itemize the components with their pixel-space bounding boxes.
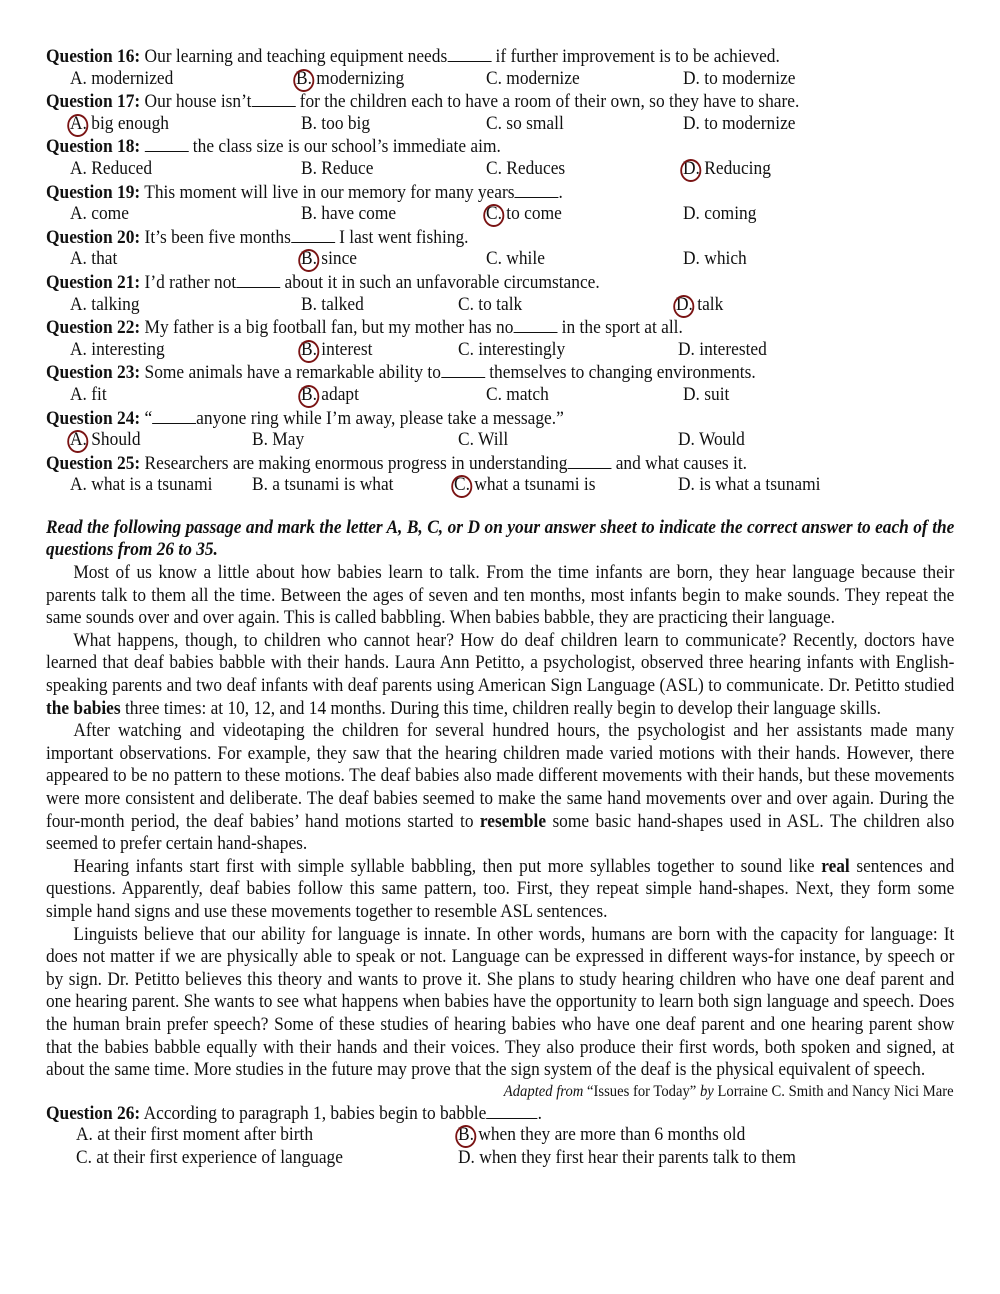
- option-a[interactable]: [70, 158, 152, 181]
- options-row: [46, 203, 954, 226]
- option-a[interactable]: [70, 384, 107, 407]
- stem-after-blank: .: [558, 181, 563, 203]
- answer-blank: [291, 226, 335, 243]
- option-text: have come: [316, 203, 397, 225]
- answer-blank: [515, 181, 559, 198]
- option-text: at their first moment after birth: [92, 1124, 314, 1146]
- options-row: [46, 384, 954, 407]
- option-c[interactable]: [458, 429, 508, 452]
- option-a[interactable]: [70, 113, 169, 136]
- option-letter: A.: [70, 157, 87, 179]
- option-letter: C.: [458, 293, 474, 315]
- option-d[interactable]: [683, 158, 771, 181]
- question-20: [46, 226, 954, 271]
- option-letter: A.: [70, 248, 87, 270]
- passage-paragraph-1: [46, 562, 954, 630]
- question-stem-text: [46, 452, 747, 476]
- paragraph-text: Linguists believe that our ability for language is innate. In other words, humans are born with the capacity for language: It does not matter if we are physically able to speak or not. Language can be expressed in different ways-for instance, by speech or by sign. Dr. Petitto believes this theory and wants to prove it. She plans to study hearing children who have one deaf parent and one hearing parent. She wants to see what happens when babies have the opportunity to learn both sign language and speech. Does the human brain prefer speech? Some of these studies of hearing babies who have one deaf parent and one hearing parent show that the babies babble equally with their hands and their voices. They also produce their first words, both spoken and signed, at about the same time. More studies in the future may prove that the sign system of the deaf is the physical equivalent of speech.: [46, 923, 955, 1081]
- option-b[interactable]: [301, 113, 370, 136]
- stem-before-blank: It’s been five months: [140, 226, 291, 248]
- option-text: so small: [501, 112, 564, 134]
- question-22: [46, 316, 954, 361]
- options-row: [46, 1124, 954, 1147]
- question-stem: [46, 361, 954, 384]
- option-c[interactable]: [458, 339, 565, 362]
- option-b[interactable]: [301, 384, 359, 407]
- stem-after-blank: themselves to changing environments.: [484, 362, 756, 384]
- credit-adapted: Adapted from: [504, 1082, 584, 1100]
- option-letter: B.: [301, 157, 317, 179]
- option-letter: D.: [683, 112, 700, 134]
- option-text: modernized: [86, 67, 174, 89]
- options-row: [46, 474, 954, 497]
- option-a[interactable]: [70, 339, 165, 362]
- option-b[interactable]: [301, 203, 396, 226]
- option-text: May: [267, 429, 305, 451]
- paragraph-text: Hearing infants start first with simple syllable babbling, then put more syllables together to sound like: [73, 855, 822, 877]
- reading-question-26: [46, 1102, 954, 1170]
- option-b[interactable]: [301, 339, 372, 362]
- stem-before-blank: According to paragraph 1, babies begin to babble: [140, 1102, 487, 1124]
- option-letter: A.: [70, 203, 87, 225]
- option-text: which: [699, 248, 747, 270]
- option-text: fit: [86, 383, 107, 405]
- highlighted-term: real: [821, 855, 850, 877]
- option-d[interactable]: [683, 203, 756, 226]
- option-text: come: [86, 203, 129, 225]
- option-text: Reducing: [699, 157, 771, 179]
- question-stem-text: [46, 45, 780, 69]
- option-d[interactable]: [683, 248, 747, 271]
- selected-answer-circle: D.: [683, 157, 700, 179]
- option-b[interactable]: [252, 474, 393, 497]
- option-a[interactable]: [70, 248, 117, 271]
- option-letter: C.: [458, 429, 474, 451]
- options-row: [46, 294, 954, 317]
- paragraph-text: After watching and videotaping the children for several hundred hours, the psychologist and her assistants made many important observations. For example, they saw that the hearing children made varied motions with their hands. However, there appeared to be no pattern to these motions. The deaf babies also made different movements with their hands, but these movements were more consistent and deliberate. The deaf babies seemed to make the same hand movements over and over again. During the four-month period, the deaf babies’ hand motions started to: [46, 720, 955, 832]
- question-stem-text: [46, 361, 756, 385]
- options-row: [46, 429, 954, 452]
- option-c[interactable]: [76, 1147, 343, 1170]
- reading-instruction: Read the following passage and mark the letter A, B, C, or D on your answer sheet to indicate the correct answer to each of the questions from 26 to 35.: [46, 516, 955, 561]
- option-letter: A.: [70, 67, 87, 89]
- question-number: Question 21:: [46, 271, 141, 293]
- option-d[interactable]: [458, 1147, 796, 1170]
- passage-paragraph-5: [46, 924, 954, 1082]
- exam-page: [46, 45, 954, 1170]
- option-d[interactable]: [683, 113, 796, 136]
- option-letter: D.: [683, 67, 700, 89]
- selected-answer-circle: A.: [70, 112, 87, 134]
- option-b[interactable]: [301, 248, 357, 271]
- paragraph-text: Most of us know a little about how babies learn to talk. From the time infants are born, they hear language because their parents talk to them all the time. Between the ages of seven and ten months, most infants begin to make sounds. They repeat the same sounds over and over again. This is called babbling. When babies babble, they are practicing their language.: [46, 562, 955, 629]
- selected-answer-circle: C.: [454, 474, 470, 496]
- question-stem: [46, 135, 954, 158]
- option-text: Reduces: [501, 157, 566, 179]
- option-text: to talk: [473, 293, 523, 315]
- option-a[interactable]: [70, 68, 173, 91]
- question-stem: [46, 316, 954, 339]
- option-b[interactable]: [296, 68, 404, 91]
- stem-before-blank: My father is a big football fan, but my mother has no: [140, 317, 514, 339]
- option-text: talk: [692, 293, 724, 315]
- option-a[interactable]: [70, 474, 212, 497]
- stem-before-blank: I’d rather not: [140, 271, 237, 293]
- option-c[interactable]: [486, 68, 580, 91]
- option-c[interactable]: [486, 203, 562, 226]
- credit-authors: Lorraine C. Smith and Nancy Nici Mare: [714, 1082, 954, 1100]
- option-b[interactable]: [458, 1124, 745, 1147]
- answer-blank: [486, 1102, 537, 1119]
- option-letter: C.: [486, 248, 502, 270]
- paragraph-text: sentences and questions. Apparently, deaf babies follow this same pattern, too. First, they repeat simple hand-shapes. Next, they form some simple hand signs and use these movements together to resemble ASL sentences.: [46, 855, 955, 922]
- option-letter: A.: [70, 338, 87, 360]
- option-text: what a tsunami is: [469, 474, 596, 496]
- option-text: talked: [316, 293, 364, 315]
- stem-before-blank: Some animals have a remarkable ability to: [140, 362, 441, 384]
- question-number: Question 22:: [46, 317, 141, 339]
- option-letter: C.: [76, 1146, 92, 1168]
- option-letter: D.: [458, 1146, 475, 1168]
- stem-after-blank: for the children each to have a room of their own, so they have to share.: [295, 91, 800, 113]
- option-a[interactable]: [76, 1124, 313, 1147]
- highlighted-term: resemble: [479, 810, 547, 832]
- option-letter: C.: [486, 67, 502, 89]
- stem-before-blank: Researchers are making enormous progress in understanding: [140, 452, 568, 474]
- option-letter: D.: [678, 474, 695, 496]
- option-c[interactable]: [486, 113, 564, 136]
- options-row: [46, 339, 954, 362]
- question-16: [46, 45, 954, 90]
- question-23: [46, 361, 954, 406]
- option-text: talking: [86, 293, 140, 315]
- option-b[interactable]: [301, 294, 364, 317]
- credit-by: by: [700, 1082, 715, 1100]
- question-number: Question 25:: [46, 452, 141, 474]
- option-d[interactable]: [678, 429, 745, 452]
- option-text: modernizing: [311, 67, 405, 89]
- question-19: [46, 181, 954, 226]
- option-a[interactable]: [70, 294, 140, 317]
- option-letter: C.: [486, 112, 502, 134]
- option-letter: D.: [678, 429, 695, 451]
- option-letter: C.: [486, 157, 502, 179]
- question-stem-text: [46, 181, 563, 205]
- option-c[interactable]: [486, 248, 545, 271]
- question-stem: [46, 1102, 954, 1125]
- question-stem-text: [46, 135, 501, 159]
- option-text: when they first hear their parents talk to them: [474, 1146, 796, 1168]
- question-stem: [46, 452, 954, 475]
- option-text: match: [501, 383, 549, 405]
- question-stem: [46, 45, 954, 68]
- option-text: big enough: [86, 112, 170, 134]
- option-text: a tsunami is what: [267, 474, 394, 496]
- option-text: that: [86, 248, 118, 270]
- option-letter: D.: [683, 383, 700, 405]
- option-text: Will: [473, 429, 509, 451]
- selected-answer-circle: D.: [676, 293, 693, 315]
- answer-blank: [152, 407, 196, 424]
- question-number: Question 24:: [46, 407, 141, 429]
- paragraph-text: three times: at 10, 12, and 14 months. During this time, children really begin to develop their language skills.: [120, 697, 881, 719]
- option-b[interactable]: [301, 158, 373, 181]
- option-d[interactable]: [676, 294, 723, 317]
- stem-before-blank: Our house isn’t: [140, 91, 252, 113]
- answer-blank: [567, 452, 611, 469]
- stem-after-blank: anyone ring while I’m away, please take a message.”: [196, 407, 564, 429]
- option-letter: A.: [76, 1124, 93, 1146]
- question-24: [46, 407, 954, 452]
- answer-blank: [441, 361, 485, 378]
- question-25: [46, 452, 954, 497]
- selected-answer-circle: C.: [486, 203, 502, 225]
- stem-after-blank: I last went fishing.: [334, 226, 469, 248]
- option-text: Would: [694, 429, 745, 451]
- option-text: to modernize: [699, 112, 796, 134]
- question-17: [46, 90, 954, 135]
- selected-answer-circle: B.: [301, 248, 317, 270]
- passage-credit: [46, 1082, 954, 1102]
- option-letter: D.: [678, 338, 695, 360]
- answer-blank: [513, 316, 557, 333]
- question-stem-text: [46, 407, 564, 431]
- selected-answer-circle: B.: [301, 383, 317, 405]
- option-letter: B.: [301, 293, 317, 315]
- question-stem: [46, 407, 954, 430]
- option-letter: B.: [301, 203, 317, 225]
- grammar-questions: [46, 45, 954, 497]
- option-text: suit: [699, 383, 730, 405]
- answer-blank: [145, 135, 189, 152]
- passage-paragraph-2: [46, 630, 954, 720]
- option-letter: D.: [683, 203, 700, 225]
- paragraph-text: What happens, though, to children who cannot hear? How do deaf children learn to communicate? Recently, doctors have learned that deaf babies babble with their hands. Laura Ann Petitto, a psychologist, observed three hearing infants with English-speaking parents and two deaf infants with deaf parents using American Sign Language (ASL) to communicate. Dr. Petitto studied: [46, 629, 955, 697]
- option-letter: B.: [252, 429, 268, 451]
- option-c[interactable]: [454, 474, 595, 497]
- answer-blank: [447, 45, 491, 62]
- stem-after-blank: in the sport at all.: [557, 317, 683, 339]
- selected-answer-circle: B.: [296, 67, 312, 89]
- option-letter: C.: [486, 383, 502, 405]
- stem-before-blank: Our learning and teaching equipment needs: [140, 46, 448, 67]
- selected-answer-circle: B.: [458, 1124, 474, 1146]
- option-c[interactable]: [486, 384, 549, 407]
- option-c[interactable]: [486, 158, 565, 181]
- highlighted-term: the babies: [46, 697, 121, 719]
- question-stem-text: [46, 1102, 542, 1126]
- stem-after-blank: about it in such an unfavorable circumstance.: [280, 271, 600, 293]
- question-stem-text: [46, 316, 683, 340]
- option-text: interestingly: [473, 338, 566, 360]
- question-number: Question 19:: [46, 181, 141, 203]
- question-stem-text: [46, 90, 799, 114]
- question-21: [46, 271, 954, 316]
- stem-after-blank: and what causes it.: [611, 452, 748, 474]
- question-number: Question 26:: [46, 1102, 141, 1124]
- reading-passage: [46, 562, 954, 1082]
- question-number: Question 16:: [46, 46, 141, 67]
- option-b[interactable]: [252, 429, 304, 452]
- option-text: while: [501, 248, 545, 270]
- options-row: [46, 248, 954, 271]
- stem-before-blank: This moment will live in our memory for many years: [140, 181, 515, 203]
- option-text: interested: [694, 338, 767, 360]
- question-number: Question 18:: [46, 136, 141, 158]
- option-letter: A.: [70, 293, 87, 315]
- option-d[interactable]: [678, 474, 820, 497]
- option-text: Reduced: [86, 157, 153, 179]
- option-letter: B.: [252, 474, 268, 496]
- question-stem: [46, 271, 954, 294]
- question-number: Question 23:: [46, 362, 141, 384]
- option-text: when they are more than 6 months old: [473, 1124, 746, 1146]
- option-d[interactable]: [678, 339, 767, 362]
- option-text: to modernize: [699, 67, 796, 89]
- option-letter: D.: [683, 248, 700, 270]
- question-stem: [46, 181, 954, 204]
- answer-blank: [236, 271, 280, 288]
- question-number: Question 20:: [46, 226, 141, 248]
- question-stem: [46, 90, 954, 113]
- option-text: Reduce: [316, 157, 374, 179]
- option-letter: C.: [458, 338, 474, 360]
- passage-paragraph-4: [46, 856, 954, 924]
- selected-answer-circle: B.: [301, 338, 317, 360]
- question-18: [46, 135, 954, 180]
- option-letter: B.: [301, 112, 317, 134]
- option-c[interactable]: [458, 294, 522, 317]
- question-stem-text: [46, 271, 600, 295]
- stem-before-blank: “: [140, 407, 153, 429]
- option-text: interest: [316, 338, 373, 360]
- option-text: to come: [501, 203, 562, 225]
- option-text: modernize: [501, 67, 580, 89]
- option-letter: A.: [70, 474, 87, 496]
- question-stem-text: [46, 226, 469, 250]
- option-text: what is a tsunami: [86, 474, 213, 496]
- paragraph-text: some basic hand-shapes used in ASL. The children also seemed to prefer certain hand-shapes.: [46, 810, 955, 855]
- option-text: interesting: [86, 338, 165, 360]
- question-stem: [46, 226, 954, 249]
- stem-after-blank: if further improvement is to be achieved.: [491, 46, 780, 67]
- option-a[interactable]: [70, 429, 141, 452]
- option-text: adapt: [316, 383, 359, 405]
- options-row: [46, 1147, 954, 1170]
- stem-after-blank: the class size is our school’s immediate aim.: [188, 136, 501, 158]
- option-d[interactable]: [683, 68, 796, 91]
- options-row: [46, 68, 954, 91]
- option-text: since: [316, 248, 358, 270]
- options-row: [46, 158, 954, 181]
- option-text: at their first experience of language: [91, 1146, 343, 1168]
- selected-answer-circle: A.: [70, 429, 87, 451]
- option-letter: A.: [70, 383, 87, 405]
- credit-title: “Issues for Today”: [583, 1082, 701, 1100]
- stem-after-blank: .: [537, 1102, 542, 1124]
- option-a[interactable]: [70, 203, 129, 226]
- option-text: coming: [699, 203, 757, 225]
- option-text: is what a tsunami: [694, 474, 821, 496]
- answer-blank: [251, 90, 295, 107]
- option-text: Should: [86, 429, 141, 451]
- question-number: Question 17:: [46, 91, 141, 113]
- passage-paragraph-3: [46, 720, 954, 856]
- option-text: too big: [316, 112, 371, 134]
- options-row: [46, 113, 954, 136]
- option-d[interactable]: [683, 384, 729, 407]
